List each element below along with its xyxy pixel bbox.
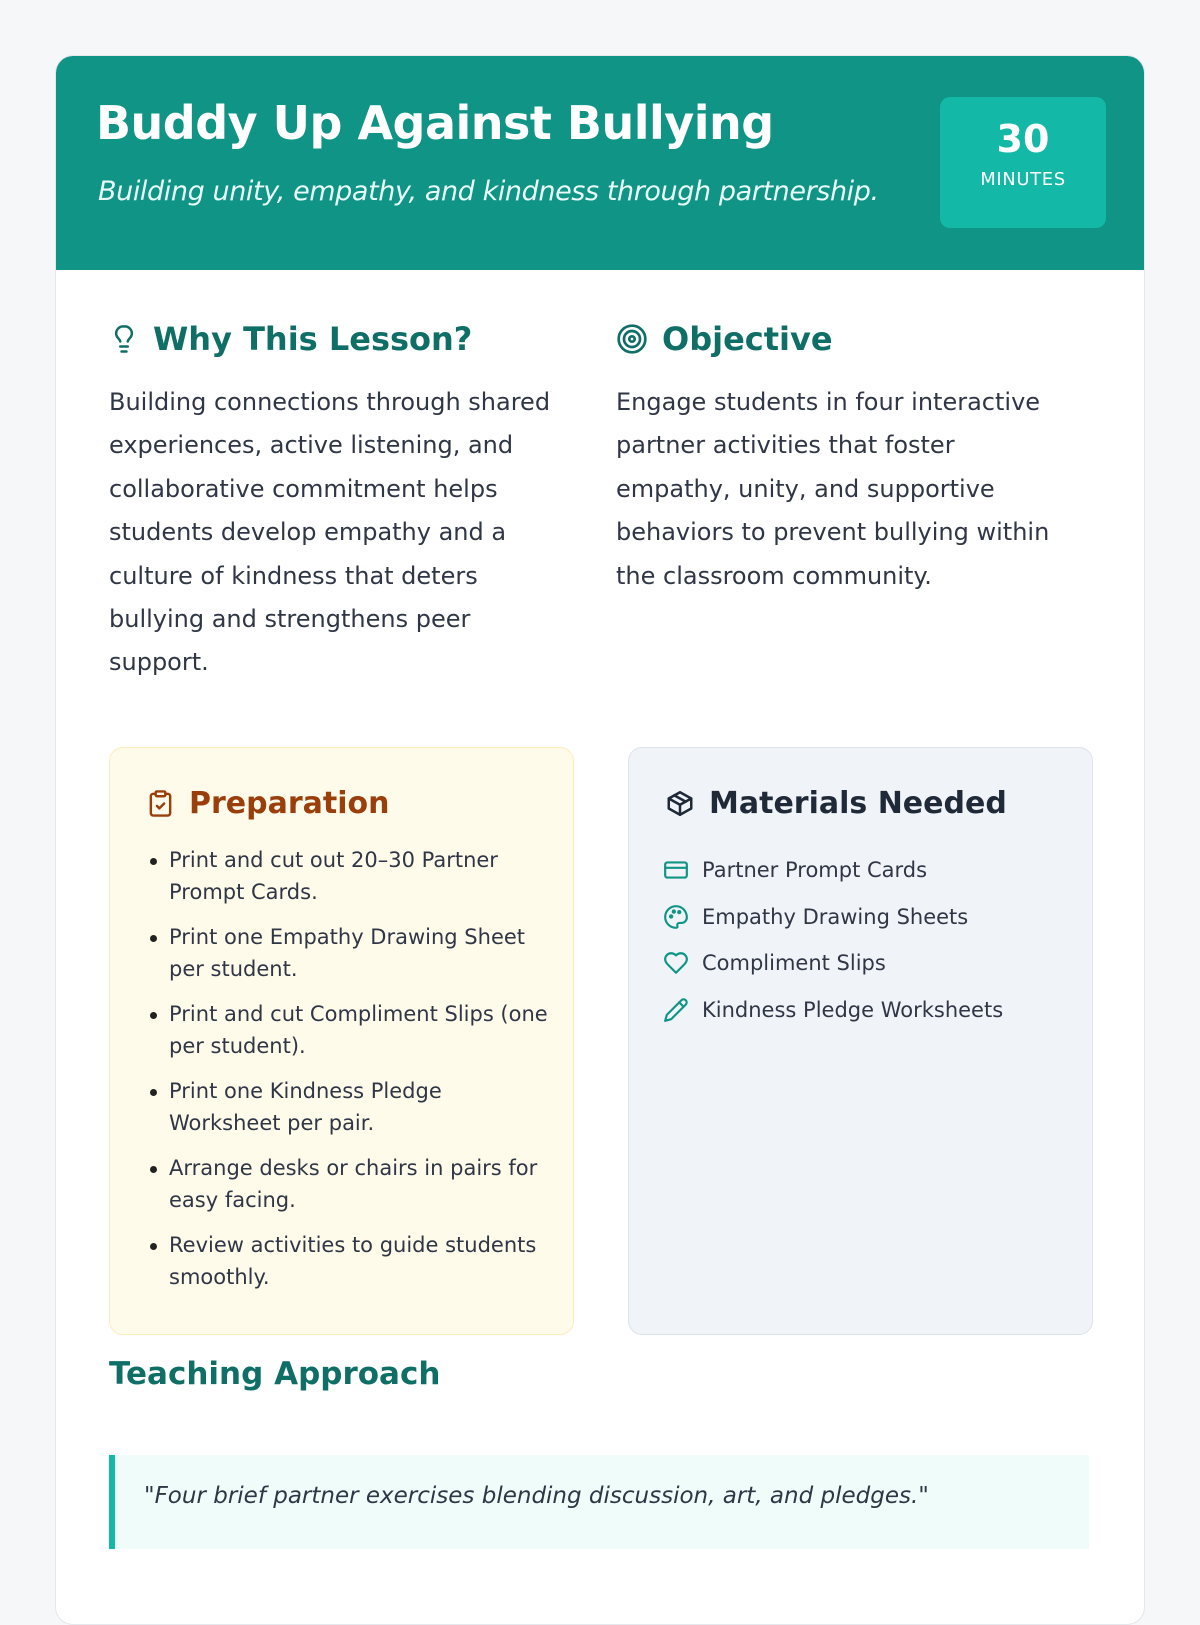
preparation-list: [150, 845, 550, 1307]
list-item: [663, 847, 1003, 894]
preparation-heading-row: [146, 786, 389, 821]
lesson-title: Buddy Up Against Bullying: [96, 96, 774, 150]
material-label: Partner Prompt Cards: [702, 858, 928, 883]
lesson-subtitle: Building unity, empathy, and kindness through partnership.: [98, 176, 879, 207]
materials-list: [663, 847, 1003, 1033]
lesson-card: [55, 55, 1145, 1625]
material-label: Empathy Drawing Sheets: [702, 904, 969, 929]
duration-unit: MINUTES: [980, 169, 1066, 190]
lightbulb-icon: [109, 322, 139, 356]
target-icon: [616, 322, 648, 356]
list-item: Print one Empathy Drawing Sheet per student.: [150, 922, 550, 985]
list-item: [663, 940, 1003, 987]
list-item: [663, 987, 1003, 1034]
pencil-icon: [663, 997, 689, 1023]
approach-quote: "Four brief partner exercises blending discussion, art, and pledges.": [109, 1455, 1089, 1549]
palette-icon: [663, 904, 689, 930]
preparation-panel: [109, 747, 574, 1335]
materials-heading-row: [665, 786, 1007, 821]
material-label: Kindness Pledge Worksheets: [702, 998, 1004, 1023]
heart-icon: [663, 950, 689, 976]
approach-heading: Teaching Approach: [109, 1356, 441, 1392]
package-icon: [665, 787, 695, 820]
why-heading-row: [109, 320, 472, 358]
list-item: Print one Kindness Pledge Worksheet per pair.: [150, 1076, 550, 1139]
duration-value: 30: [996, 117, 1050, 161]
objective-body: Engage students in four interactive partner activities that foster empathy, unity, and supportive behaviors to prevent bullying within the classroom community.: [616, 388, 1050, 590]
duration-badge: [940, 97, 1106, 228]
materials-panel: [628, 747, 1093, 1335]
why-heading: Why This Lesson?: [153, 320, 473, 358]
material-label: Compliment Slips: [702, 951, 886, 976]
list-item: Print and cut Compliment Slips (one per student).: [150, 999, 550, 1062]
materials-heading: Materials Needed: [709, 786, 1007, 821]
lesson-header: [56, 56, 1145, 270]
preparation-heading: Preparation: [189, 786, 390, 821]
card-icon: [663, 857, 689, 883]
list-item: [663, 894, 1003, 941]
list-item: Print and cut out 20–30 Partner Prompt Cards.: [150, 845, 550, 908]
list-item: Arrange desks or chairs in pairs for easy facing.: [150, 1153, 550, 1216]
objective-heading: Objective: [662, 320, 833, 358]
why-body: Building connections through shared experiences, active listening, and collaborative commitment helps students develop empathy and a culture of kindness that deters bullying and strengthens peer support.: [109, 388, 551, 677]
clipboard-check-icon: [146, 787, 175, 820]
objective-heading-row: [616, 320, 833, 358]
list-item: Review activities to guide students smoothly.: [150, 1230, 550, 1293]
